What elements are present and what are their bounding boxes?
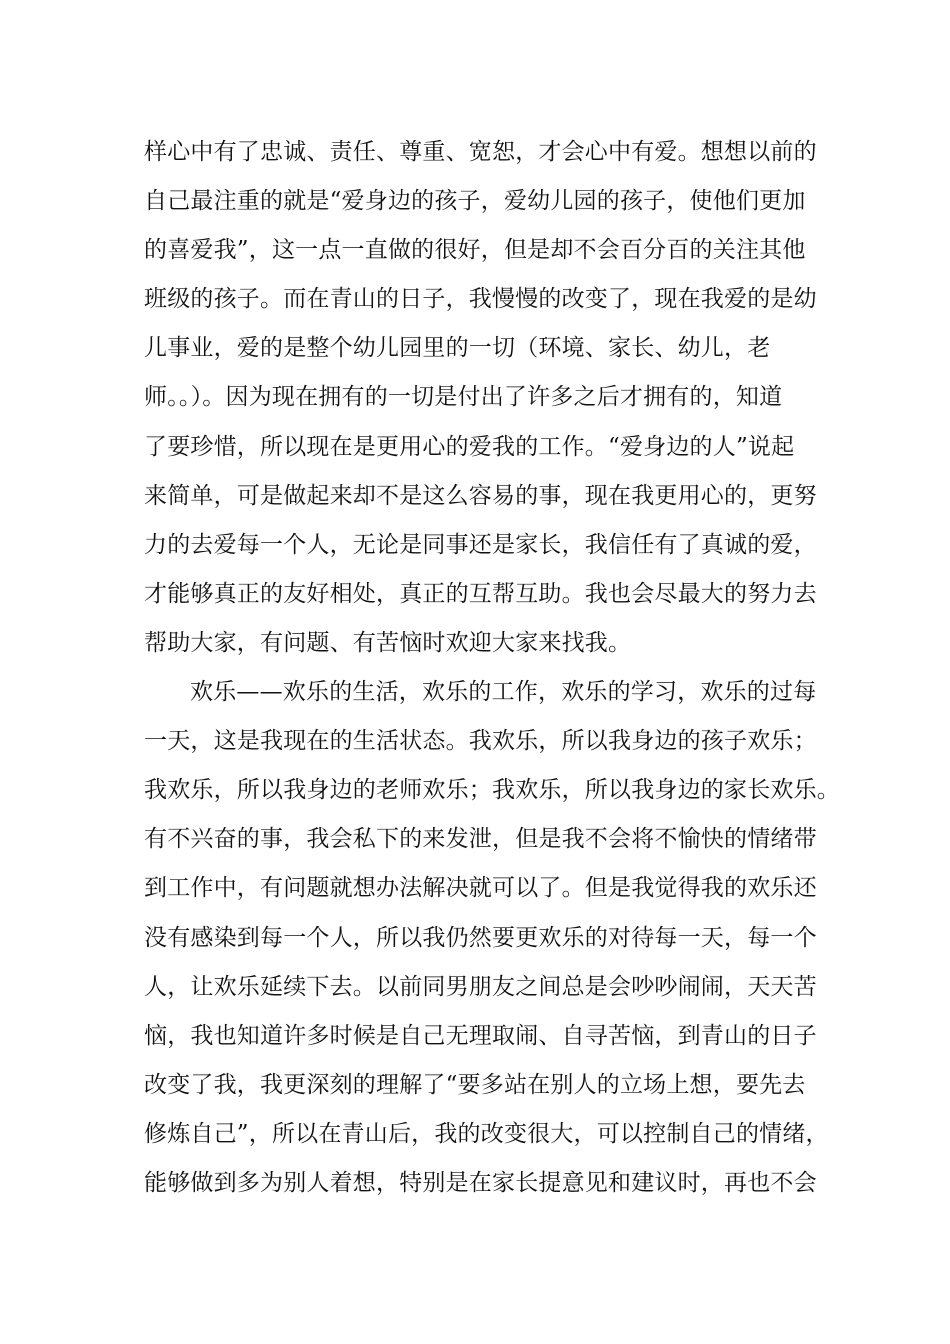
text-line: 儿事业，爱的是整个幼儿园里的一切（环境、家长、幼儿，老 (144, 335, 771, 362)
paragraph-start-line: 欢乐——欢乐的生活，欢乐的工作，欢乐的学习，欢乐的过每 (190, 679, 817, 706)
text-line: 样心中有了忠诚、责任、尊重、宽恕，才会心中有爱。想想以前的 (144, 139, 817, 165)
text-line: 了要珍惜，所以现在是更用心的爱我的工作。“爱身边的人”说起 (144, 433, 795, 460)
text-line: 到工作中，有问题就想办法解决就可以了。但是我觉得我的欢乐还 (144, 875, 817, 902)
text-line: 才能够真正的友好相处，真正的互帮互助。我也会尽最大的努力去 (144, 580, 817, 607)
text-line: 人，让欢乐延续下去。以前同男朋友之间总是会吵吵闹闹，天天苦 (144, 973, 817, 1000)
text-line: 恼，我也知道许多时候是自己无理取闹、自寻苦恼，到青山的日子 (144, 1022, 817, 1049)
text-line: 有不兴奋的事，我会私下的来发泄，但是我不会将不愉快的情绪带 (144, 826, 817, 853)
text-line: 改变了我，我更深刻的理解了“要多站在别人的立场上想，要先去 (144, 1071, 806, 1098)
text-line: 帮助大家，有问题、有苦恼时欢迎大家来找我。 (144, 629, 632, 656)
text-line: 班级的孩子。而在青山的日子，我慢慢的改变了，现在我爱的是幼 (144, 286, 817, 313)
text-line: 自己最注重的就是“爱身边的孩子，爱幼儿园的孩子，使他们更加 (144, 188, 806, 215)
text-line: 修炼自己”，所以在青山后，我的改变很大，可以控制自己的情绪， (144, 1120, 829, 1147)
text-line: 力的去爱每一个人，无论是同事还是家长，我信任有了真诚的爱， (144, 531, 817, 558)
text-line: 能够做到多为别人着想，特别是在家长提意见和建议时，再也不会 (144, 1169, 817, 1196)
text-line: 一天，这是我现在的生活状态。我欢乐，所以我身边的孩子欢乐； (144, 728, 817, 755)
text-line: 师。。）。因为现在拥有的一切是付出了许多之后才拥有的，知道 (144, 384, 783, 411)
text-line: 我欢乐，所以我身边的老师欢乐；我欢乐，所以我身边的家长欢乐。 (144, 777, 840, 804)
text-line: 的喜爱我”，这一点一直做的很好，但是却不会百分百的关注其他 (144, 237, 806, 264)
text-line: 来简单，可是做起来却不是这么容易的事，现在我更用心的，更努 (144, 482, 817, 509)
body-text (144, 128, 840, 1208)
text-line: 没有感染到每一个人，所以我仍然要更欢乐的对待每一天，每一个 (144, 924, 817, 951)
